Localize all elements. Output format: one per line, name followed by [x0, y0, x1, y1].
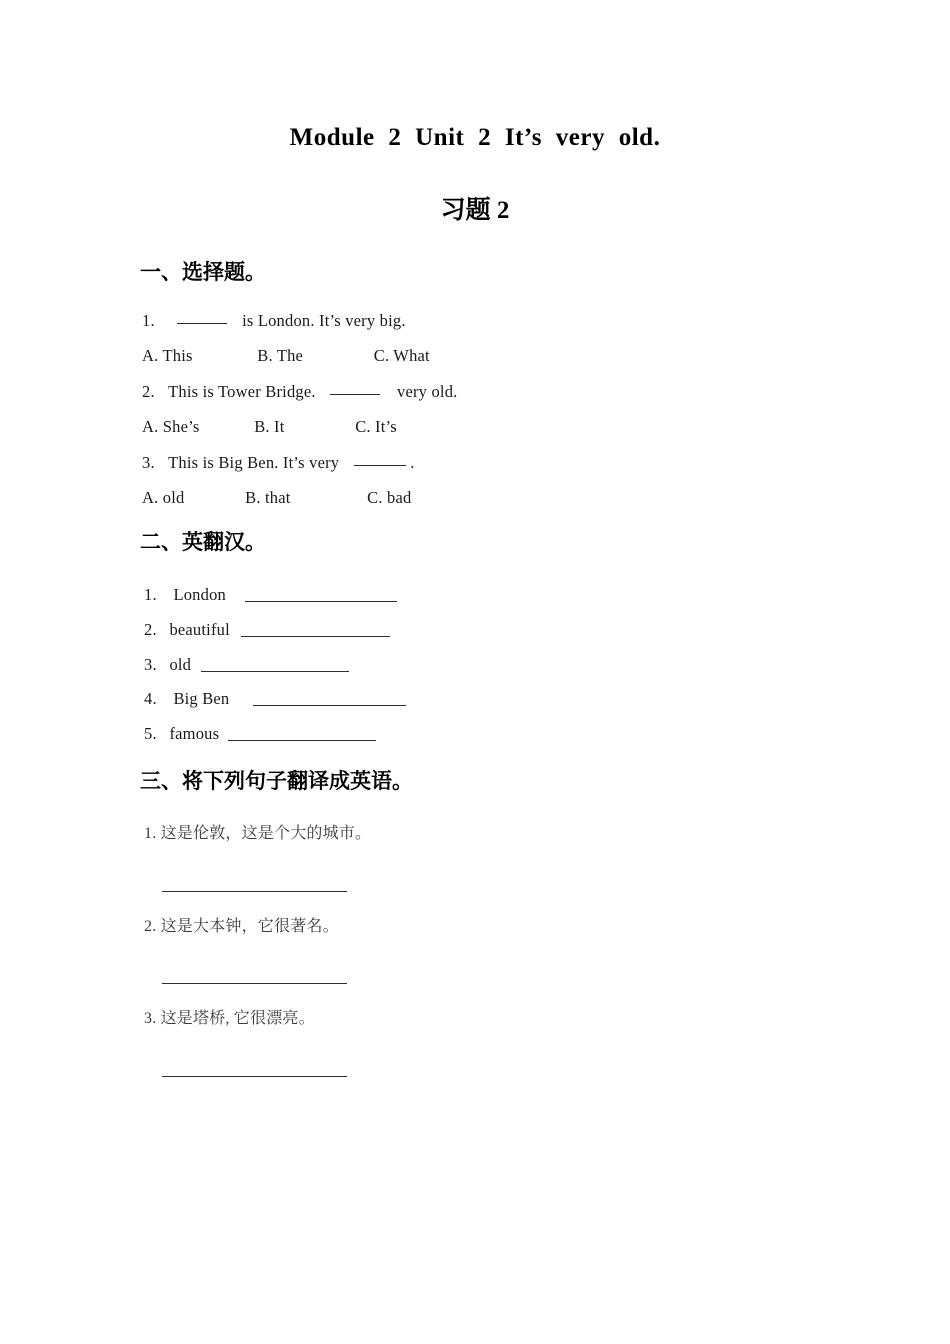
translate-item-2-answer-blank[interactable] [241, 636, 390, 637]
sentence-item-2-number: 2. [144, 918, 157, 935]
translate-item-2-number: 2. [144, 620, 157, 639]
translate-item-5 [144, 724, 219, 744]
translate-item-4 [144, 689, 229, 709]
question-2-text [142, 382, 457, 402]
sentence-item-3-text: 这是塔桥, 它很漂亮。 [160, 1010, 315, 1027]
section-heading-3: 三、将下列句子翻译成英语。 [140, 769, 413, 793]
sentence-item-3 [144, 1005, 315, 1028]
translate-item-3 [144, 655, 191, 675]
translate-item-3-number: 3. [144, 655, 157, 674]
question-1-option-a[interactable]: A. This [142, 346, 193, 365]
translate-item-2-term: beautiful [169, 620, 230, 639]
question-2-blank[interactable] [330, 394, 380, 395]
translate-item-3-term: old [169, 655, 192, 674]
question-1-number: 1. [142, 311, 155, 330]
question-1-option-b[interactable]: B. The [257, 346, 304, 365]
translate-item-4-number: 4. [144, 689, 157, 708]
question-2-option-c[interactable]: C. It’s [355, 417, 397, 436]
translate-item-1-term: London [173, 585, 226, 604]
question-3-options [142, 488, 411, 508]
translate-item-5-number: 5. [144, 724, 157, 743]
sentence-item-1 [144, 820, 371, 843]
translate-item-4-answer-blank[interactable] [253, 705, 406, 706]
question-2-head: This is Tower Bridge. [168, 382, 316, 401]
translate-item-1 [144, 585, 226, 605]
question-3-tail: . [410, 453, 415, 472]
sentence-item-2-text: 这是大本钟，它很著名。 [160, 918, 339, 935]
question-2-number: 2. [142, 382, 155, 401]
sentence-item-3-answer-blank[interactable] [162, 1076, 347, 1077]
question-1-options [142, 346, 430, 366]
question-3-option-c[interactable]: C. bad [367, 488, 412, 507]
question-2-options [142, 417, 397, 437]
translate-item-1-answer-blank[interactable] [245, 601, 397, 602]
section-heading-2: 二、英翻汉。 [140, 530, 266, 554]
translate-item-1-number: 1. [144, 585, 157, 604]
question-1-tail: is London. It’s very big. [242, 311, 406, 330]
page-subtitle: 习题 2 [440, 197, 510, 224]
question-3-option-a[interactable]: A. old [142, 488, 185, 507]
translate-item-4-term: Big Ben [173, 689, 230, 708]
sentence-item-1-answer-blank[interactable] [162, 891, 347, 892]
translate-item-5-answer-blank[interactable] [228, 740, 376, 741]
question-3-number: 3. [142, 453, 155, 472]
question-2-option-a[interactable]: A. She’s [142, 417, 200, 436]
translate-item-5-term: famous [169, 724, 220, 743]
question-2-tail: very old. [397, 382, 458, 401]
sentence-item-2 [144, 913, 339, 936]
section-heading-1: 一、选择题。 [140, 260, 266, 284]
translate-item-3-answer-blank[interactable] [201, 671, 349, 672]
question-3-blank[interactable] [354, 465, 406, 466]
sentence-item-2-answer-blank[interactable] [162, 983, 347, 984]
question-2-option-b[interactable]: B. It [254, 417, 285, 436]
page-title: Module 2 Unit 2 It’s very old. [289, 124, 661, 151]
question-3-option-b[interactable]: B. that [245, 488, 291, 507]
question-1-text [142, 311, 406, 331]
question-1-option-c[interactable]: C. What [373, 346, 430, 365]
question-3-text [142, 453, 415, 473]
sentence-item-1-number: 1. [144, 825, 157, 842]
question-3-head: This is Big Ben. It’s very [168, 453, 340, 472]
sentence-item-3-number: 3. [144, 1010, 157, 1027]
question-1-blank[interactable] [177, 323, 227, 324]
translate-item-2 [144, 620, 230, 640]
sentence-item-1-text: 这是伦敦，这是个大的城市。 [160, 825, 372, 842]
